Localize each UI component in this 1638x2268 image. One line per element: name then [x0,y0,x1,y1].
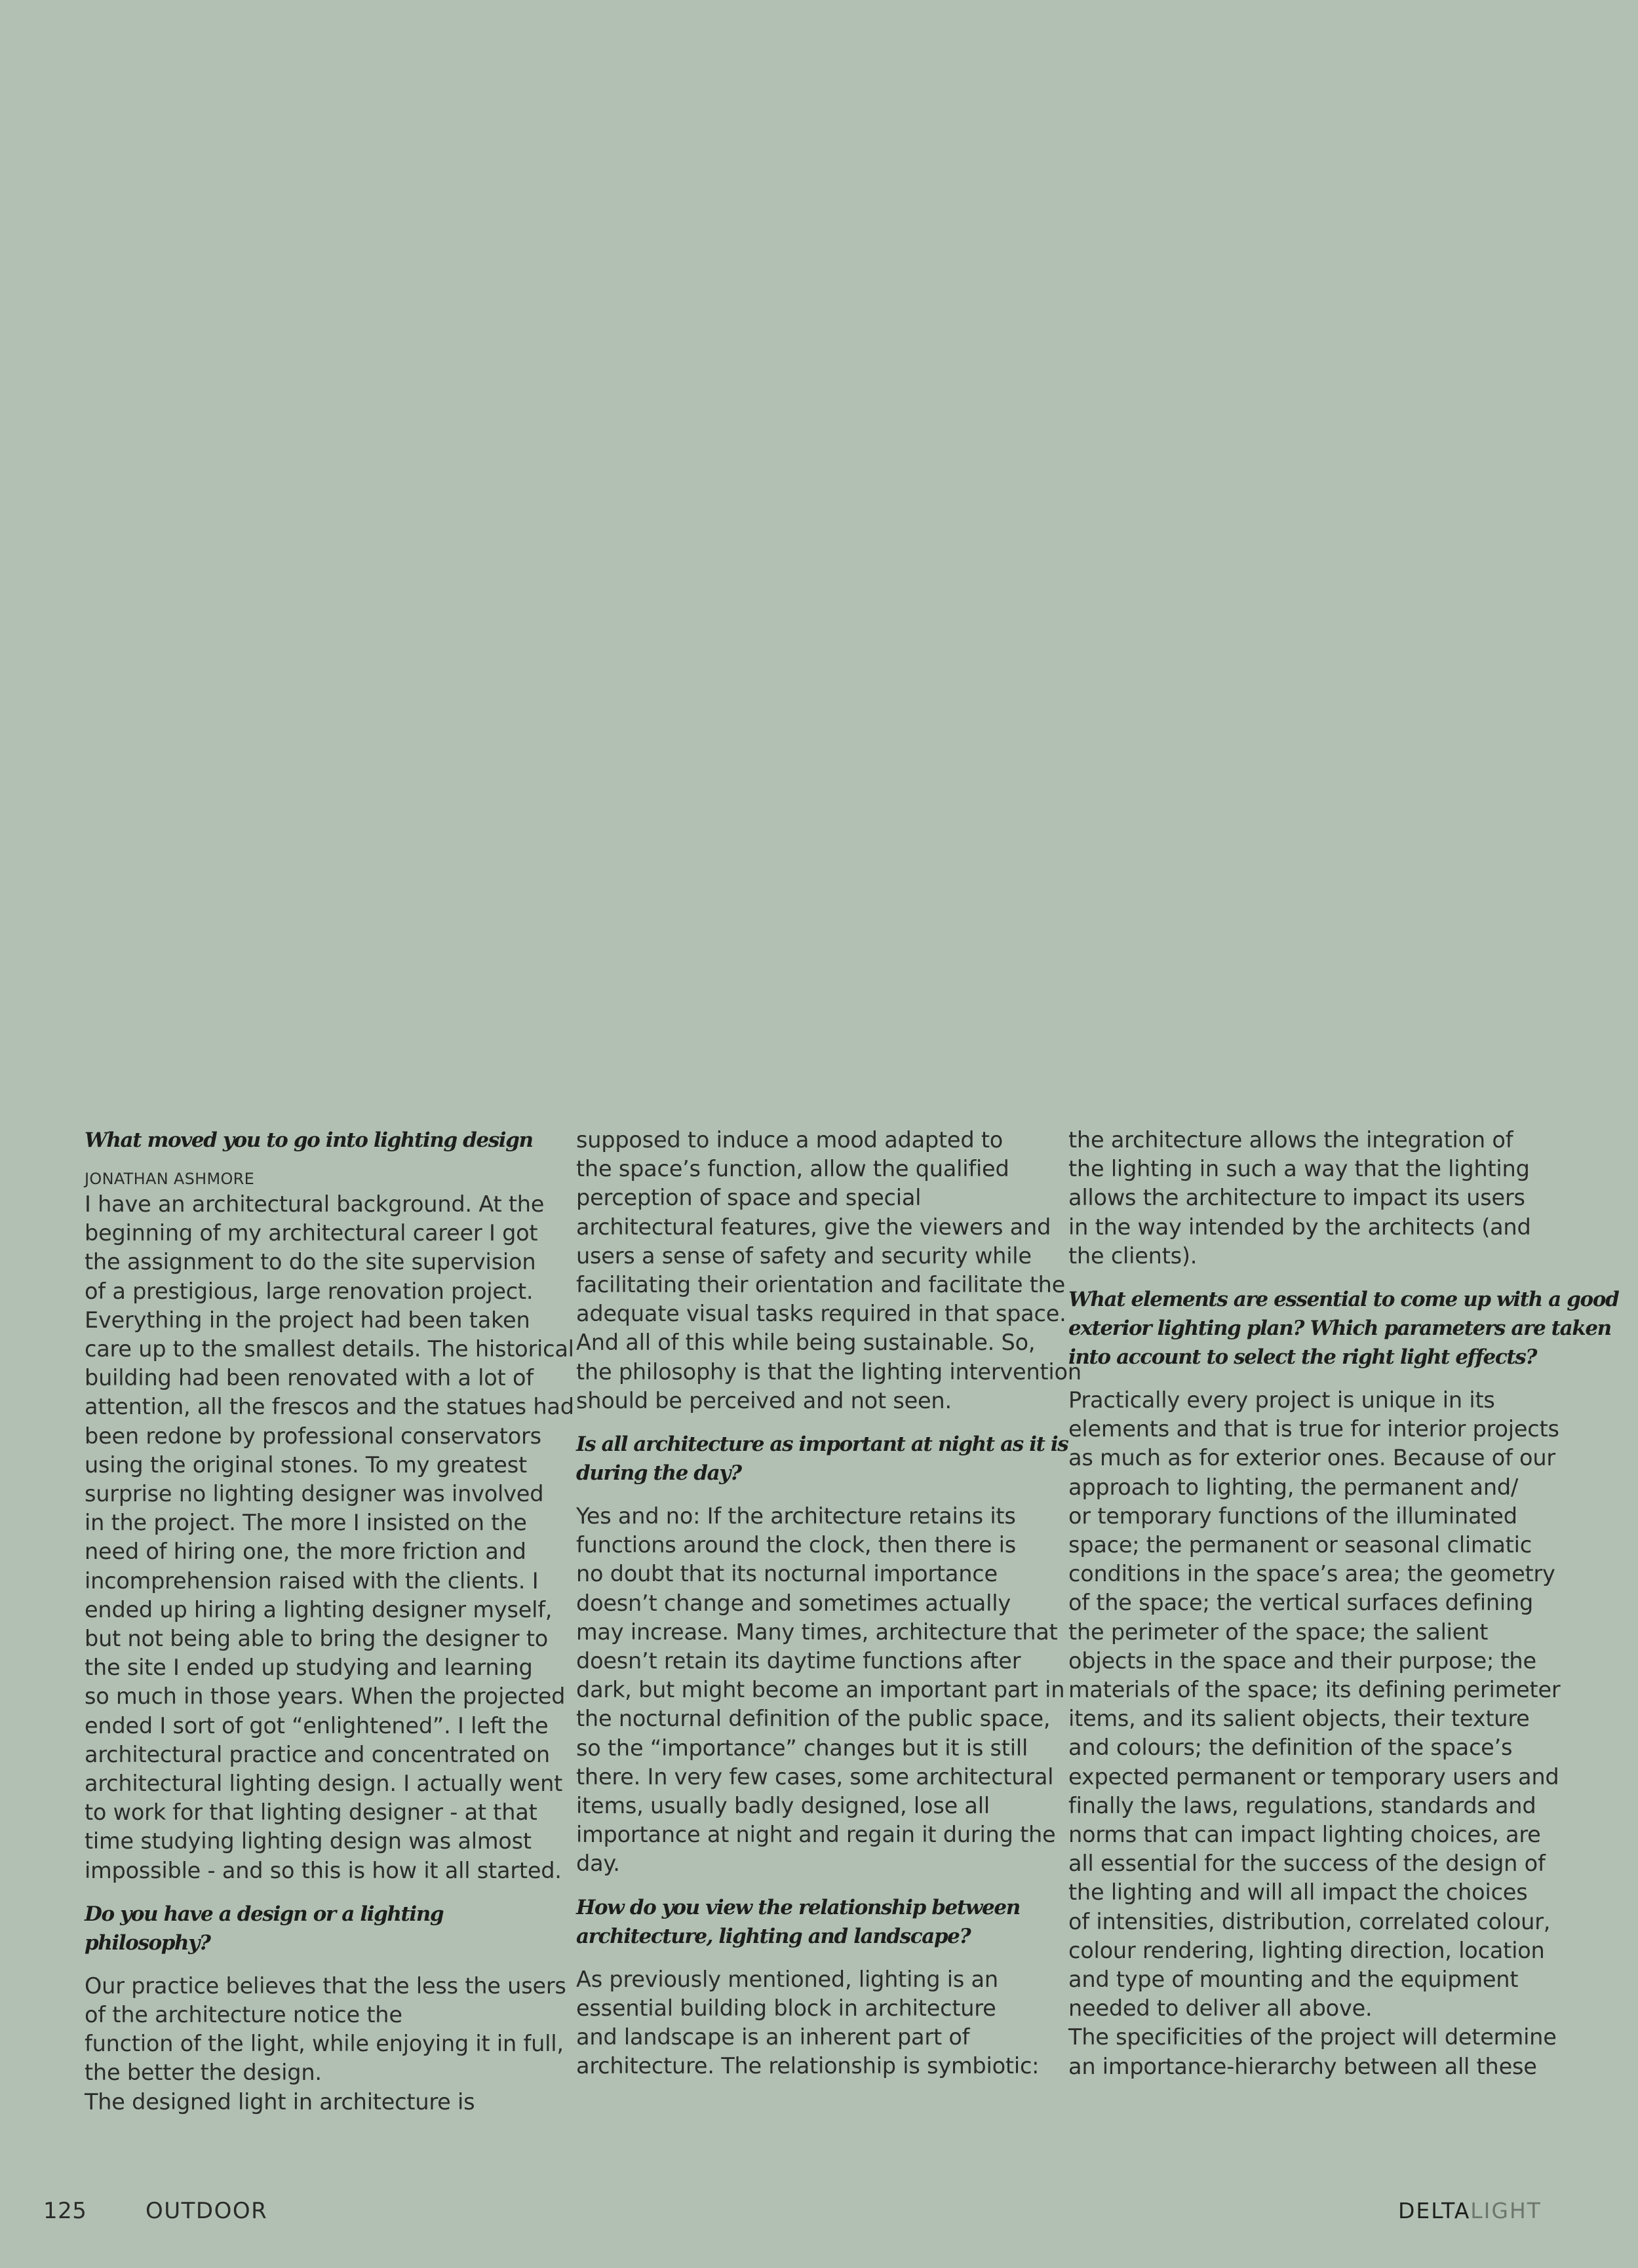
text-line: space; the permanent or seasonal climatic [1068,1532,1532,1558]
text-line: so the “importance” changes but it is still [576,1735,1028,1761]
answer-paragraph [1068,1386,1561,2081]
text-line: functions around the clock, then there is [576,1532,1017,1558]
text-line: elements and that is true for interior projects [1068,1416,1559,1442]
text-line: using the original stones. To my greatest [85,1451,527,1478]
text-line: perception of space and special [576,1185,922,1211]
column-2 [576,1126,1082,2081]
text-line: need of hiring one, the more friction and [85,1539,526,1565]
text-line: items, usually badly designed, lose all [576,1793,990,1819]
text-line: The specificities of the project will determine [1068,2024,1557,2050]
text-line: an importance-hierarchy between all these [1068,2053,1537,2079]
text-line: supposed to induce a mood adapted to [576,1127,1004,1153]
answer-paragraph [576,1502,1065,1879]
text-line: architectural lighting design. I actually went [85,1771,563,1797]
text-line: function of the light, while enjoying it in full, [85,2031,564,2057]
text-line: Everything in the project had been taken [85,1307,530,1333]
text-line: exterior lighting plan? Which parameters are taken [1068,1317,1611,1341]
text-line: ended I sort of got “enlightened”. I left the [85,1712,549,1739]
text-line: doesn’t change and sometimes actually [576,1590,1011,1616]
text-line: I have an architectural background. At the [85,1191,545,1217]
column-1 [85,1126,574,2117]
text-line: The designed light in architecture is [85,2088,475,2115]
text-line: of the architecture notice the [85,2002,402,2028]
answer-paragraph [576,1126,1082,1415]
page-number: 125 [43,2198,87,2224]
text-line: Is all architecture as important at night as it is [576,1432,1068,1457]
text-line: What elements are essential to come up with a good [1068,1288,1619,1312]
text-line: the lighting in such a way that the lighting [1068,1156,1530,1182]
text-line: ended up hiring a lighting designer myself, [85,1596,553,1623]
text-line: no doubt that its nocturnal importance [576,1561,998,1587]
text-line: the space’s function, allow the qualified [576,1156,1009,1182]
text-line: needed to deliver all above. [1068,1995,1373,2022]
text-line: colour rendering, lighting direction, location [1068,1937,1545,1963]
column-3 [1068,1126,1619,2081]
text-line: architecture. The relationship is symbiotic: [576,2053,1040,2079]
text-line: and colours; the definition of the space’s [1068,1735,1513,1761]
text-line: objects in the space and their purpose; the [1068,1647,1536,1674]
text-line: architecture, lighting and landscape? [576,1924,971,1948]
text-line: but not being able to bring the designer to [85,1626,549,1652]
answer-paragraph [1068,1126,1540,1271]
text-line: Yes and no: If the architecture retains its [576,1503,1016,1529]
text-line: beginning of my architectural career I got [85,1220,538,1246]
text-line: the philosophy is that the lighting intervention [576,1358,1082,1385]
brand-logo-strong: DELTA [1398,2198,1471,2223]
text-line: building had been renovated with a lot of [85,1365,534,1391]
text-line: conditions in the space’s area; the geometry [1068,1561,1555,1587]
brand-logo [1398,2198,1542,2223]
text-line: the architecture allows the integration of [1068,1127,1513,1153]
text-line: doesn’t retain its daytime functions after [576,1648,1021,1674]
text-line: may increase. Many times, architecture that [576,1619,1058,1645]
text-line: day. [576,1851,620,1877]
text-line: been redone by professional conservators [85,1423,541,1449]
text-line: and landscape is an inherent part of [576,2024,970,2050]
question-heading: What moved you to go into lighting design [85,1128,533,1152]
section-label: OUTDOOR [146,2198,268,2224]
text-line: as much as for exterior ones. Because of our [1068,1445,1555,1471]
text-line: impossible - and so this is how it all started. [85,1857,562,1883]
text-line: all essential for the success of the design of [1068,1851,1546,1877]
author-byline: JONATHAN ASHMORE [85,1170,255,1188]
text-line: during the day? [576,1461,741,1486]
text-line: users a sense of safety and security while [576,1242,1032,1269]
text-line: adequate visual tasks required in that space. [576,1301,1066,1327]
text-line: incomprehension raised with the clients. I [85,1567,539,1594]
text-line: attention, all the frescos and the statues had [85,1394,574,1420]
text-line: the better the design. [85,2060,322,2086]
text-line: the site I ended up studying and learning [85,1655,533,1681]
text-line: of a prestigious, large renovation project. [85,1278,534,1304]
text-line: How do you view the relationship between [576,1895,1020,1919]
text-line: and type of mounting and the equipment [1068,1967,1519,1993]
text-line: the clients). [1068,1242,1198,1269]
text-line: essential building block in architecture [576,1995,996,2021]
text-line: care up to the smallest details. The historical [85,1336,574,1362]
question-heading [576,1430,1068,1488]
text-line: the lighting and will all impact the choices [1068,1879,1528,1906]
text-line: time studying lighting design was almost [85,1828,532,1855]
text-line: materials of the space; its defining perimeter [1068,1677,1561,1703]
text-line: As previously mentioned, lighting is an [576,1966,998,1992]
text-line: expected permanent or temporary users and [1068,1763,1559,1790]
answer-paragraph [85,1972,566,2117]
text-line: Practically every project is unique in its [1068,1387,1495,1413]
text-line: Our practice believes that the less the users [85,1972,566,1999]
text-line: should be perceived and not seen. [576,1387,952,1413]
text-line: architectural features, give the viewers and [576,1214,1051,1240]
text-line: of intensities, distribution, correlated colour, [1068,1908,1551,1934]
text-line: architectural practice and concentrated on [85,1741,550,1767]
text-line: approach to lighting, the permanent and/ [1068,1474,1519,1500]
answer-paragraph [576,1965,1048,2081]
text-line: to work for that lighting designer - at that [85,1799,537,1826]
text-line: facilitating their orientation and facilitate the [576,1272,1066,1298]
text-line: finally the laws, regulations, standards and [1068,1792,1536,1818]
text-line: of the space; the vertical surfaces defining [1068,1590,1534,1616]
text-line: in the way intended by the architects (and [1068,1214,1531,1240]
text-line: in the project. The more I insisted on the [85,1510,527,1536]
text-line: norms that can impact lighting choices, are [1068,1822,1541,1848]
text-line: the perimeter of the space; the salient [1068,1619,1489,1645]
question-heading: Do you have a design or a lighting philosophy? [85,1902,444,1955]
text-line: so much in those years. When the projected [85,1683,566,1710]
text-line: into account to select the right light effects? [1068,1345,1537,1370]
text-line: dark, but might become an important part in [576,1677,1065,1703]
text-line: the assignment to do the site supervision [85,1249,536,1275]
text-line: the nocturnal definition of the public space, [576,1706,1051,1732]
question-heading [576,1893,1048,1951]
text-line: allows the architecture to impact its users [1068,1185,1525,1211]
brand-logo-light: LIGHT [1470,2198,1542,2223]
text-line: there. In very few cases, some architectural [576,1763,1054,1790]
text-line: importance at night and regain it during the [576,1822,1056,1848]
question-heading [1068,1285,1619,1372]
text-line: items, and its salient objects, their texture [1068,1706,1530,1732]
text-line: And all of this while being sustainable. So, [576,1330,1036,1356]
text-line: or temporary functions of the illuminated [1068,1503,1517,1529]
text-line: surprise no lighting designer was involved [85,1481,544,1507]
answer-paragraph [85,1190,574,1885]
